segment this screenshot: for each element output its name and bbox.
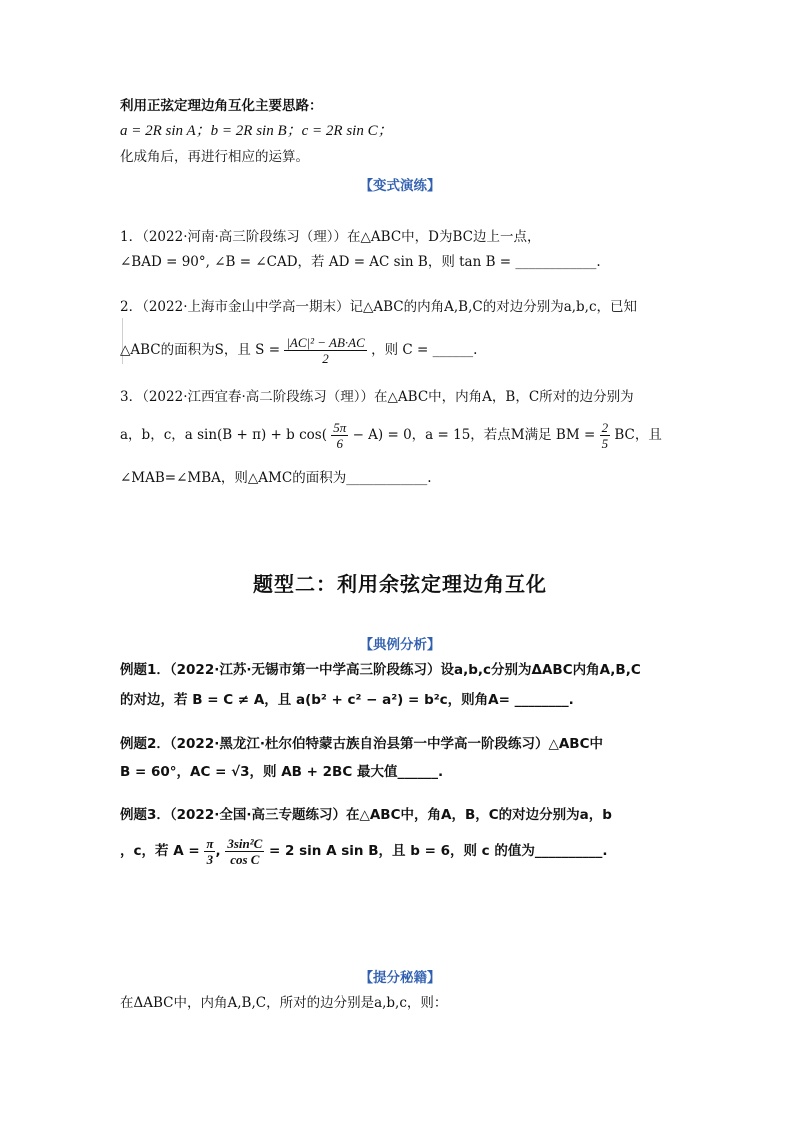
q2-frac-num: |AC|² − AB·AC [286,335,365,350]
example3-line2: ，c，若 A = $\frac{\pi}{3}$ , $\frac{\text{3sin²C}}{\text{cos C}}$ = 2 sin A sin B，且 b = 6，则 c 的值为__________. [120,835,608,867]
example1-line1: 例题1．（2022·江苏·无锡市第一中学高三阶段练习）设a,b,c分别为ΔABC内角A,B,C [120,662,641,678]
example2-line1: 例题2．（2022·黑龙江·杜尔伯特蒙古族自治县第一中学高一阶段练习）△ABC中 [120,736,603,752]
e3-frac-a-den: 3 [206,851,214,867]
q3-text-a: a，b，c，a sin(B + π) + b cos( [120,427,327,443]
e3-fraction-b [225,836,264,867]
q3-line1: 3．（2022·江西宜春·高二阶段练习（理））在△ABC中，内角A，B，C所对的边分别为 [120,389,634,405]
intro-heading: 利用正弦定理边角互化主要思路： [120,98,323,114]
example1-line2: 的对边，若 B = C ≠ A，且 a(b² + c² − a²) = b²c，则角A= ________. [120,692,574,708]
example3-line1: 例题3．（2022·全国·高三专题练习）在△ABC中，角A，B，C的对边分别为a，b [120,807,612,823]
q3-frac2-den: 5 [601,436,609,451]
e3-text-b: = 2 sin A sin B，且 b = 6，则 c 的值为__________. [269,843,608,859]
section2-title: 题型二：利用余弦定理边角互化 [253,572,547,596]
e3-text-a: ，c，若 A = [120,843,200,859]
e3-frac-b-den: cos C [230,851,260,867]
e3-frac-a-num: π [206,835,214,851]
section3-line1: 在ΔABC中，内角A,B,C，所对的边分别是a,b,c，则： [120,995,448,1011]
intro-note: 化成角后，再进行相应的运算。 [120,149,309,165]
q2-frac-den: 2 [322,351,329,366]
q1-line1: 1．（2022·河南·高三阶段练习（理））在△ABC中，D为BC边上一点， [120,229,541,245]
q3-text-b: − A) = 0，a = 15，若点M满足 BM = [352,427,596,443]
q2-text-a: △ABC的面积为S，且 S = [120,342,281,358]
section1-tag: 【变式演练】 [359,178,441,194]
q2-fraction [284,335,366,366]
q2-line2 [120,333,477,367]
q2-text-b: ，则 C = ______. [371,342,478,358]
q3-frac1-num: 5π [333,420,347,435]
section2-tag: 【典例分析】 [359,637,441,653]
example2-line2: B = 60°，AC = √3，则 AB + 2BC 最大值______. [120,764,444,780]
q2-line1: 2．（2022·上海市金山中学高一期末）记△ABC的内角A,B,C的对边分别为a,b,c，已知 [120,299,638,315]
intro-formula: a = 2R sin A；b = 2R sin B；c = 2R sin C； [120,123,393,139]
q3-line3: ∠MAB=∠MBA，则△AMC的面积为____________. [120,470,432,486]
q3-line2 [120,416,662,454]
q3-text-c: BC，且 [614,427,662,443]
q3-frac1-den: 6 [336,436,344,451]
q3-frac2-num: 2 [601,420,609,435]
e3-frac-b-num: 3sin²C [227,835,263,851]
section3-tag: 【提分秘籍】 [359,970,441,986]
e3-fraction-a [204,836,215,867]
q3-fraction-2 [600,420,611,451]
q3-fraction-1 [331,420,348,451]
q1-line2: ∠BAD = 90°, ∠B = ∠CAD，若 AD = AC sin B，则 tan B = ____________. [120,254,601,270]
